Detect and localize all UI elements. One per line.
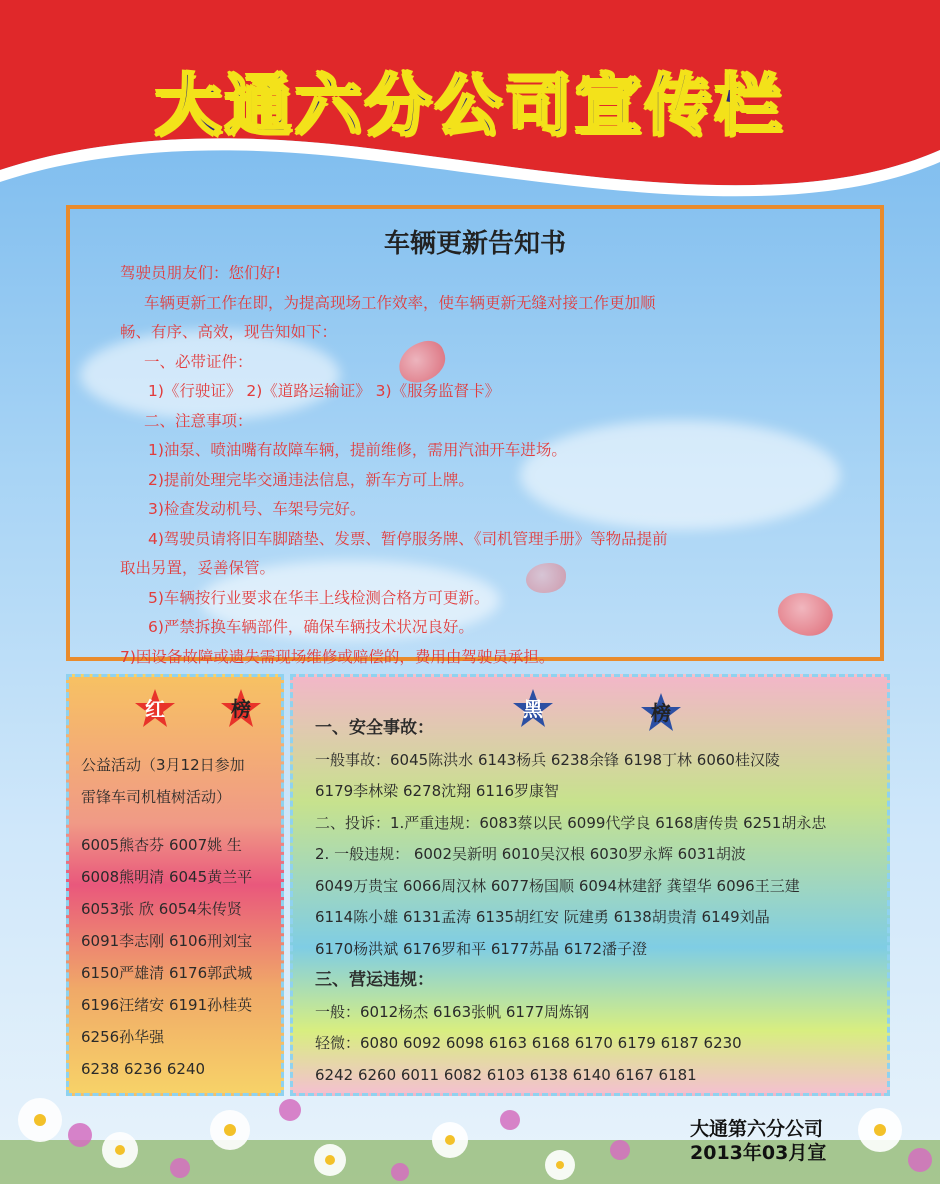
list-item: 轻微：6080 6092 6098 6163 6168 6170 6179 6187 6230 [315,1034,742,1052]
red-board-list [81,749,281,1085]
black-board-list [315,713,885,1091]
red-board-label: 红 [145,697,165,721]
vehicle-update-notice [66,205,884,666]
list-item: 6170杨洪斌 6176罗和平 6177苏晶 6172潘子澄 [315,939,648,958]
footer-date: 2013年03月宣 [690,1142,827,1164]
list-item: 雷锋车司机植树活动） [81,788,232,806]
notice-line: 一、必带证件： [144,352,253,371]
notice-line: 畅、有序、高效，现告知如下： [120,323,338,341]
list-item: 一般事故：6045陈洪水 6143杨兵 6238余锋 6198丁林 6060桂汉陵 [315,750,780,769]
black-board-label: 黑 [523,697,543,721]
list-item: 6150严雄清 6176郭武城 [81,964,253,982]
list-item: 公益活动（3月12日参加 [81,756,245,774]
notice-title: 车辆更新告知书 [383,229,566,259]
list-item: 二、投诉：1.严重违规：6083蔡以民 6099代学良 6168唐传贵 6251胡永忠 [315,813,827,832]
notice-line: 车辆更新工作在即，为提高现场工作效率，使车辆更新无缝对接工作更加顺 [144,293,656,312]
footer-company: 大通第六分公司 [690,1118,824,1140]
notice-body [120,259,860,672]
list-item: 6005熊杏芬 6007姚 生 [81,836,242,854]
list-spacer [81,813,281,829]
notice-line: 驾驶员朋友们：您们好! [120,264,282,282]
section-heading: 一、安全事故： [315,718,434,738]
notice-line: 取出另置，妥善保管。 [120,559,276,577]
black-board-label: 榜 [651,701,671,725]
footer-signature [690,1117,870,1165]
page-title: 大通六分公司宣传栏 [155,67,785,144]
list-item: 一般：6012杨杰 6163张帆 6177周炼钢 [315,1002,590,1021]
list-item: 6179李林梁 6278沈翔 6116罗康智 [315,782,560,800]
list-item: 6091李志刚 6106刑刘宝 [81,932,253,950]
list-item: 2. 一般违规： 6002吴新明 6010吴汉根 6030罗永辉 6031胡波 [315,845,746,863]
notice-line: 3)检查发动机号、车架号完好。 [148,500,366,518]
red-honor-board [66,674,284,1096]
list-item: 6049万贵宝 6066周汉林 6077杨国顺 6094林建舒 龚望华 6096王三建 [315,876,800,895]
notice-line: 6)严禁拆换车辆部件，确保车辆技术状况良好。 [148,618,474,636]
notice-line: 1)《行驶证》 2)《道路运输证》 3)《服务监督卡》 [148,382,501,400]
list-item: 6196汪绪安 6191孙桂英 [81,996,253,1014]
notice-line: 1)油泵、喷油嘴有故障车辆，提前维修，需用汽油开车进场。 [148,441,567,459]
section-heading: 三、营运违规： [315,970,434,990]
list-item: 6114陈小雄 6131孟涛 6135胡红安 阮建勇 6138胡贵清 6149刘晶 [315,908,770,926]
notice-line: 5)车辆按行业要求在华丰上线检测合格方可更新。 [148,588,490,607]
notice-line: 2)提前处理完毕交通违法信息，新车方可上牌。 [148,470,474,489]
list-item: 6242 6260 6011 6082 6103 6138 6140 6167 6181 [315,1065,697,1084]
black-list-board [290,674,890,1096]
notice-line: 4)驾驶员请将旧车脚踏垫、发票、暂停服务牌、《司机管理手册》等物品提前 [148,529,668,548]
list-item: 6256孙华强 [81,1028,165,1046]
notice-line: 二、注意事项： [144,411,253,430]
list-item: 6008熊明清 6045黄兰平 [81,868,253,886]
list-item: 6053张 欣 6054朱传贤 [81,900,242,918]
red-board-label: 榜 [231,697,251,721]
list-item: 6238 6236 6240 [81,1060,206,1078]
notice-line: 7)因设备故障或遗失需现场维修或赔偿的，费用由驾驶员承担。 [120,647,555,666]
